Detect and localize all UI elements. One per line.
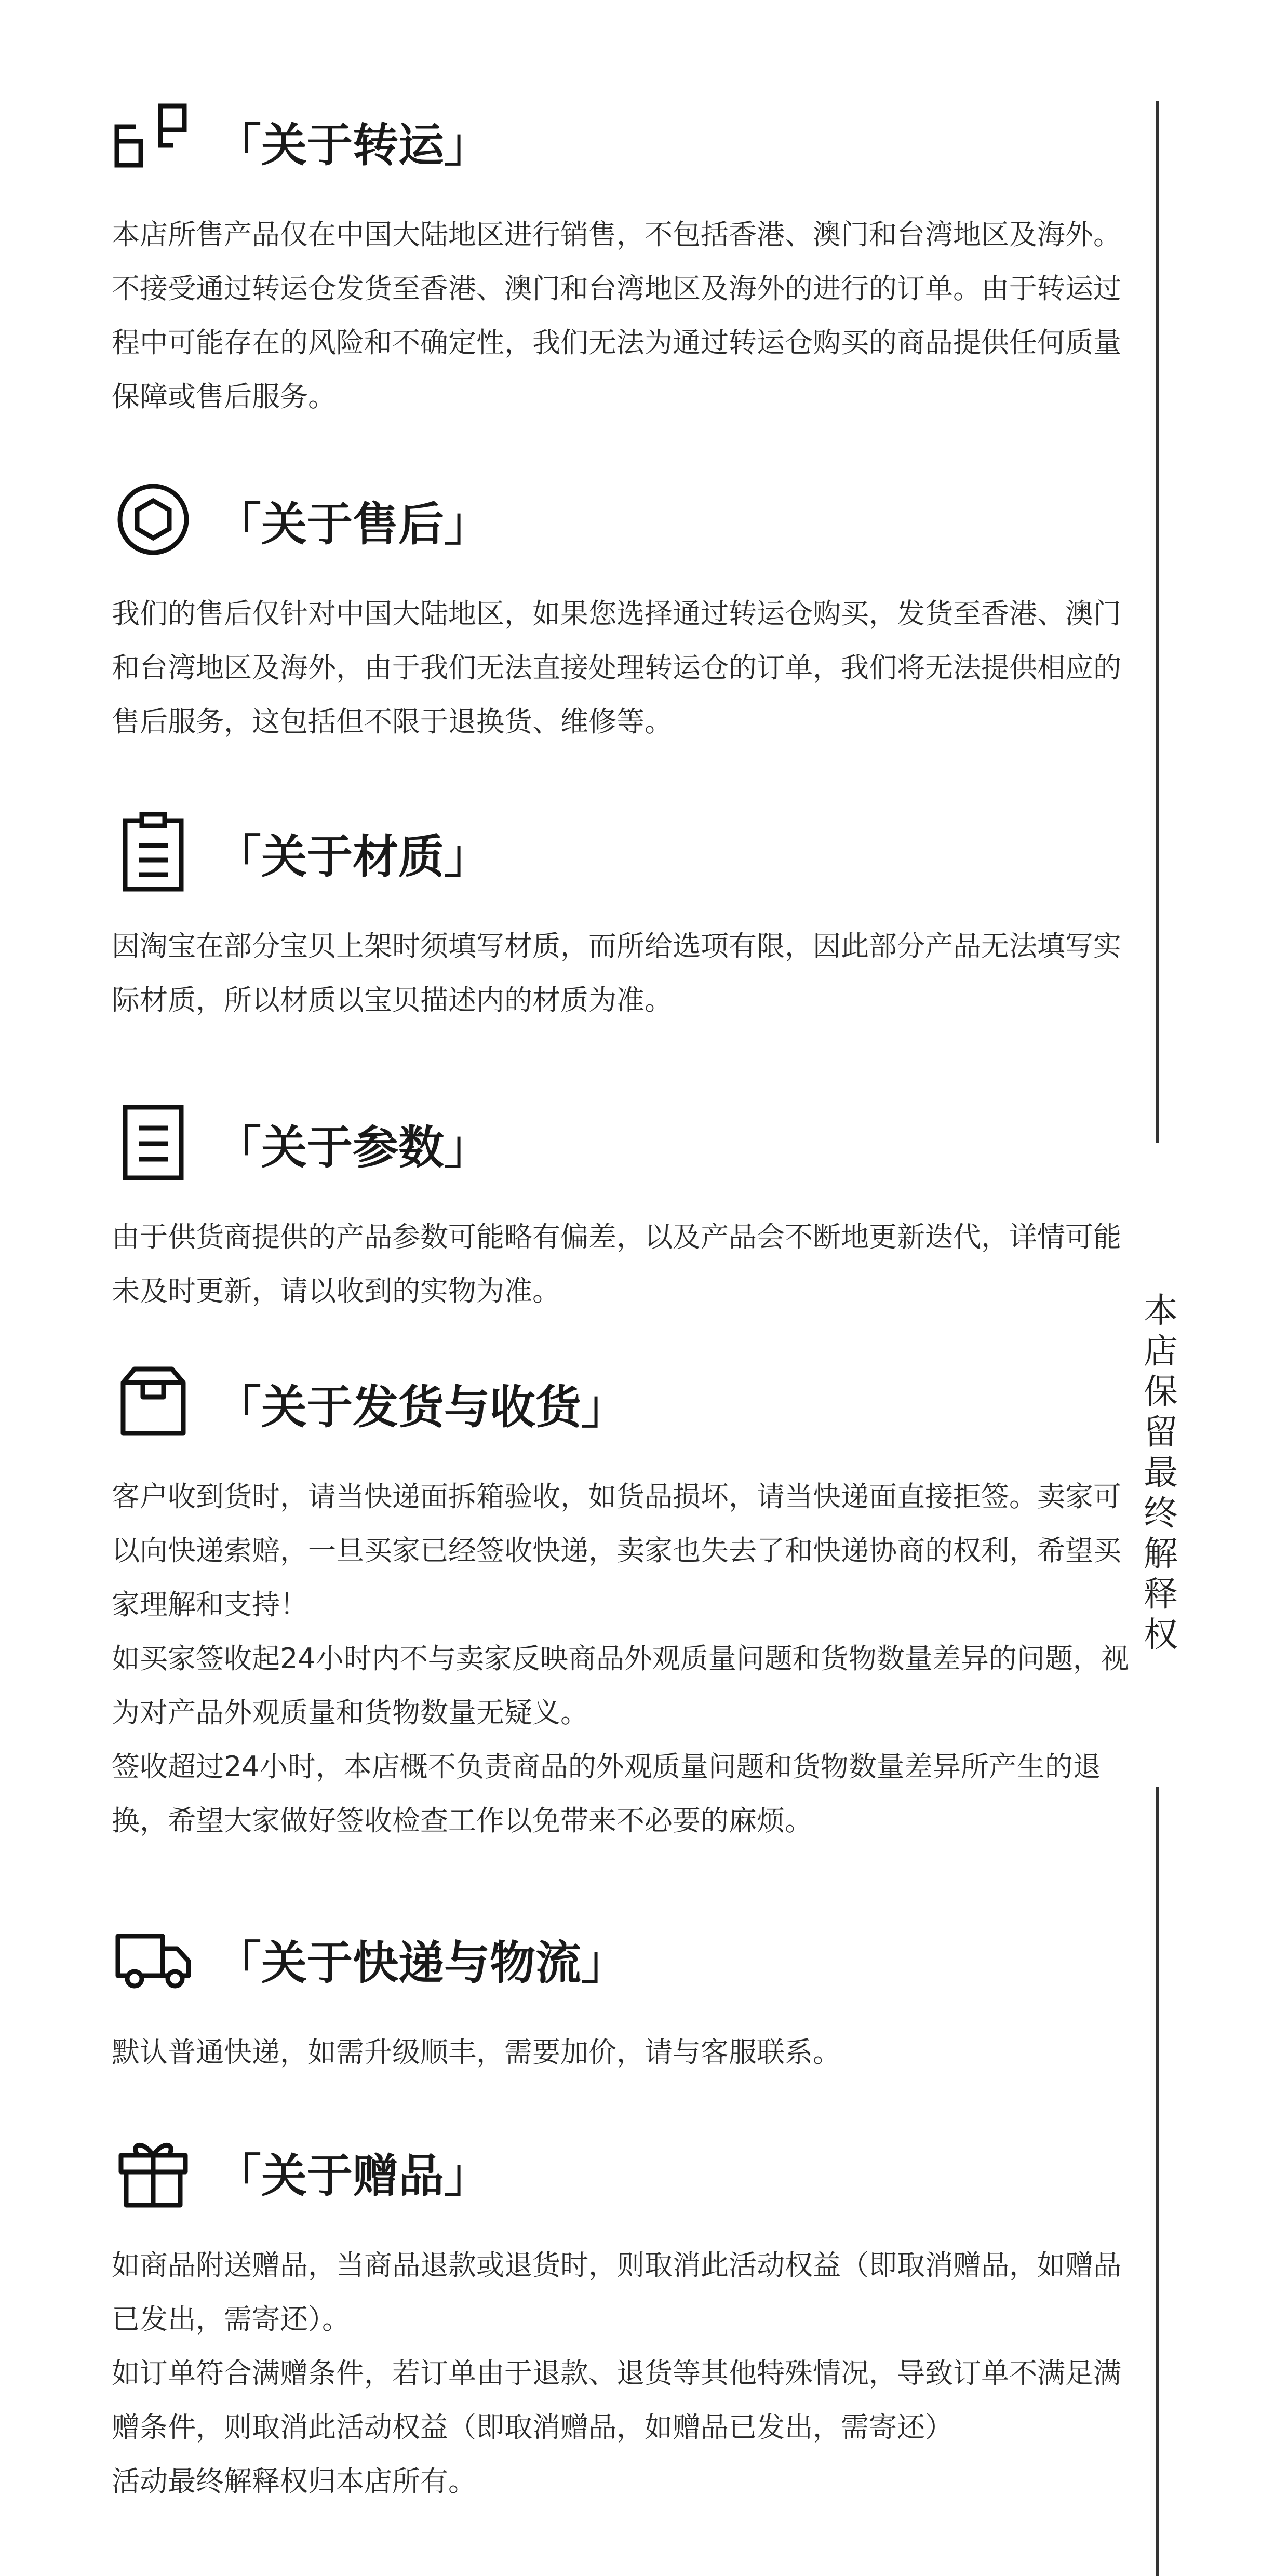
section-courier-logistics xyxy=(112,1916,1130,2079)
side-label-char: 本 xyxy=(1144,1291,1178,1331)
section-body xyxy=(112,1470,1130,1848)
section-title: 「关于售后」 xyxy=(216,498,490,551)
section-material xyxy=(112,810,1130,1027)
section-transfer xyxy=(112,99,1130,424)
hexagon-nut-icon xyxy=(112,478,195,561)
body-paragraph: 如买家签收起24小时内不与卖家反映商品外观质量问题和货物数量差异的问题，视为对产品外观质量和货物数量无疑义。 xyxy=(112,1642,1129,1729)
side-label-char: 店 xyxy=(1144,1331,1178,1371)
section-after-sales xyxy=(112,478,1130,749)
side-label xyxy=(1137,1291,1184,1655)
delivery-truck-icon xyxy=(112,1916,195,2000)
body-paragraph: 因淘宝在部分宝贝上架时须填写材质，而所给选项有限，因此部分产品无法填写实际材质，所以材质以宝贝描述内的材质为准。 xyxy=(112,930,1121,1016)
section-heading xyxy=(112,1916,1130,2005)
section-heading xyxy=(112,1361,1130,1449)
gift-icon xyxy=(112,2129,195,2212)
document-list-icon xyxy=(112,1101,195,1184)
section-title: 「关于材质」 xyxy=(216,830,490,883)
section-body xyxy=(112,2238,1130,2508)
side-label-char: 保 xyxy=(1144,1372,1178,1412)
side-label-char: 释 xyxy=(1144,1574,1178,1614)
section-title: 「关于发货与收货」 xyxy=(216,1380,627,1434)
body-paragraph: 默认普通快递，如需升级顺丰，需要加价，请与客服联系。 xyxy=(112,2036,841,2069)
section-parameters xyxy=(112,1101,1130,1318)
body-paragraph: 我们的售后仅针对中国大陆地区，如果您选择通过转运仓购买，发货至香港、澳门和台湾地区及海外，由于我们无法直接处理转运仓的订单，我们将无法提供相应的售后服务，这包括但不限于退换货、维修等。 xyxy=(112,597,1121,738)
section-heading xyxy=(112,478,1130,566)
body-paragraph: 如订单符合满赠条件，若订单由于退款、退货等其他特殊情况，导致订单不满足满赠条件，则取消此活动权益（即取消赠品，如赠品已发出，需寄还） xyxy=(112,2357,1121,2444)
body-paragraph: 活动最终解释权归本店所有。 xyxy=(112,2465,476,2498)
side-label-char: 留 xyxy=(1144,1412,1178,1452)
section-body xyxy=(112,2025,1130,2079)
section-title: 「关于转运」 xyxy=(216,118,490,172)
body-paragraph: 客户收到货时，请当快递面拆箱验收，如货品损坏，请当快递面直接拒签。卖家可以向快递索赔，一旦买家已经签收快递，卖家也失去了和快递协商的权利，希望买家理解和支持！ xyxy=(112,1480,1121,1621)
body-paragraph: 由于供货商提供的产品参数可能略有偏差，以及产品会不断地更新迭代，详情可能未及时更新，请以收到的实物为准。 xyxy=(112,1220,1121,1307)
section-body xyxy=(112,919,1130,1027)
body-paragraph: 签收超过24小时，本店概不负责商品的外观质量问题和货物数量差异所产生的退换，希望大家做好签收检查工作以免带来不必要的麻烦。 xyxy=(112,1750,1101,1837)
side-label-char: 解 xyxy=(1144,1534,1178,1574)
clipboard-icon xyxy=(112,810,195,893)
section-heading xyxy=(112,810,1130,898)
section-heading xyxy=(112,2129,1130,2218)
section-title: 「关于参数」 xyxy=(216,1121,490,1174)
vertical-divider-top xyxy=(1156,101,1159,1143)
side-label-char: 终 xyxy=(1144,1493,1178,1533)
side-label-char: 权 xyxy=(1144,1615,1178,1655)
section-gifts xyxy=(112,2129,1130,2508)
section-body xyxy=(112,208,1130,424)
side-label-char: 最 xyxy=(1144,1453,1178,1493)
section-shipping-receiving xyxy=(112,1361,1130,1848)
vertical-divider-bottom xyxy=(1156,1787,1159,2576)
section-heading xyxy=(112,1101,1130,1189)
body-paragraph: 本店所售产品仅在中国大陆地区进行销售，不包括香港、澳门和台湾地区及海外。不接受通过转运仓发货至香港、澳门和台湾地区及海外的进行的订单。由于转运过程中可能存在的风险和不确定性，我们无法为通过转运仓购买的商品提供任何质量保障或售后服务。 xyxy=(112,218,1121,413)
section-title: 「关于赠品」 xyxy=(216,2149,490,2203)
transfer-icon xyxy=(112,99,195,182)
section-body xyxy=(112,1210,1130,1318)
box-icon xyxy=(112,1361,195,1444)
section-title: 「关于快递与物流」 xyxy=(216,1936,627,1990)
section-heading xyxy=(112,99,1130,187)
body-paragraph: 如商品附送赠品，当商品退款或退货时，则取消此活动权益（即取消赠品，如赠品已发出，需寄还）。 xyxy=(112,2249,1121,2336)
section-body xyxy=(112,587,1130,749)
